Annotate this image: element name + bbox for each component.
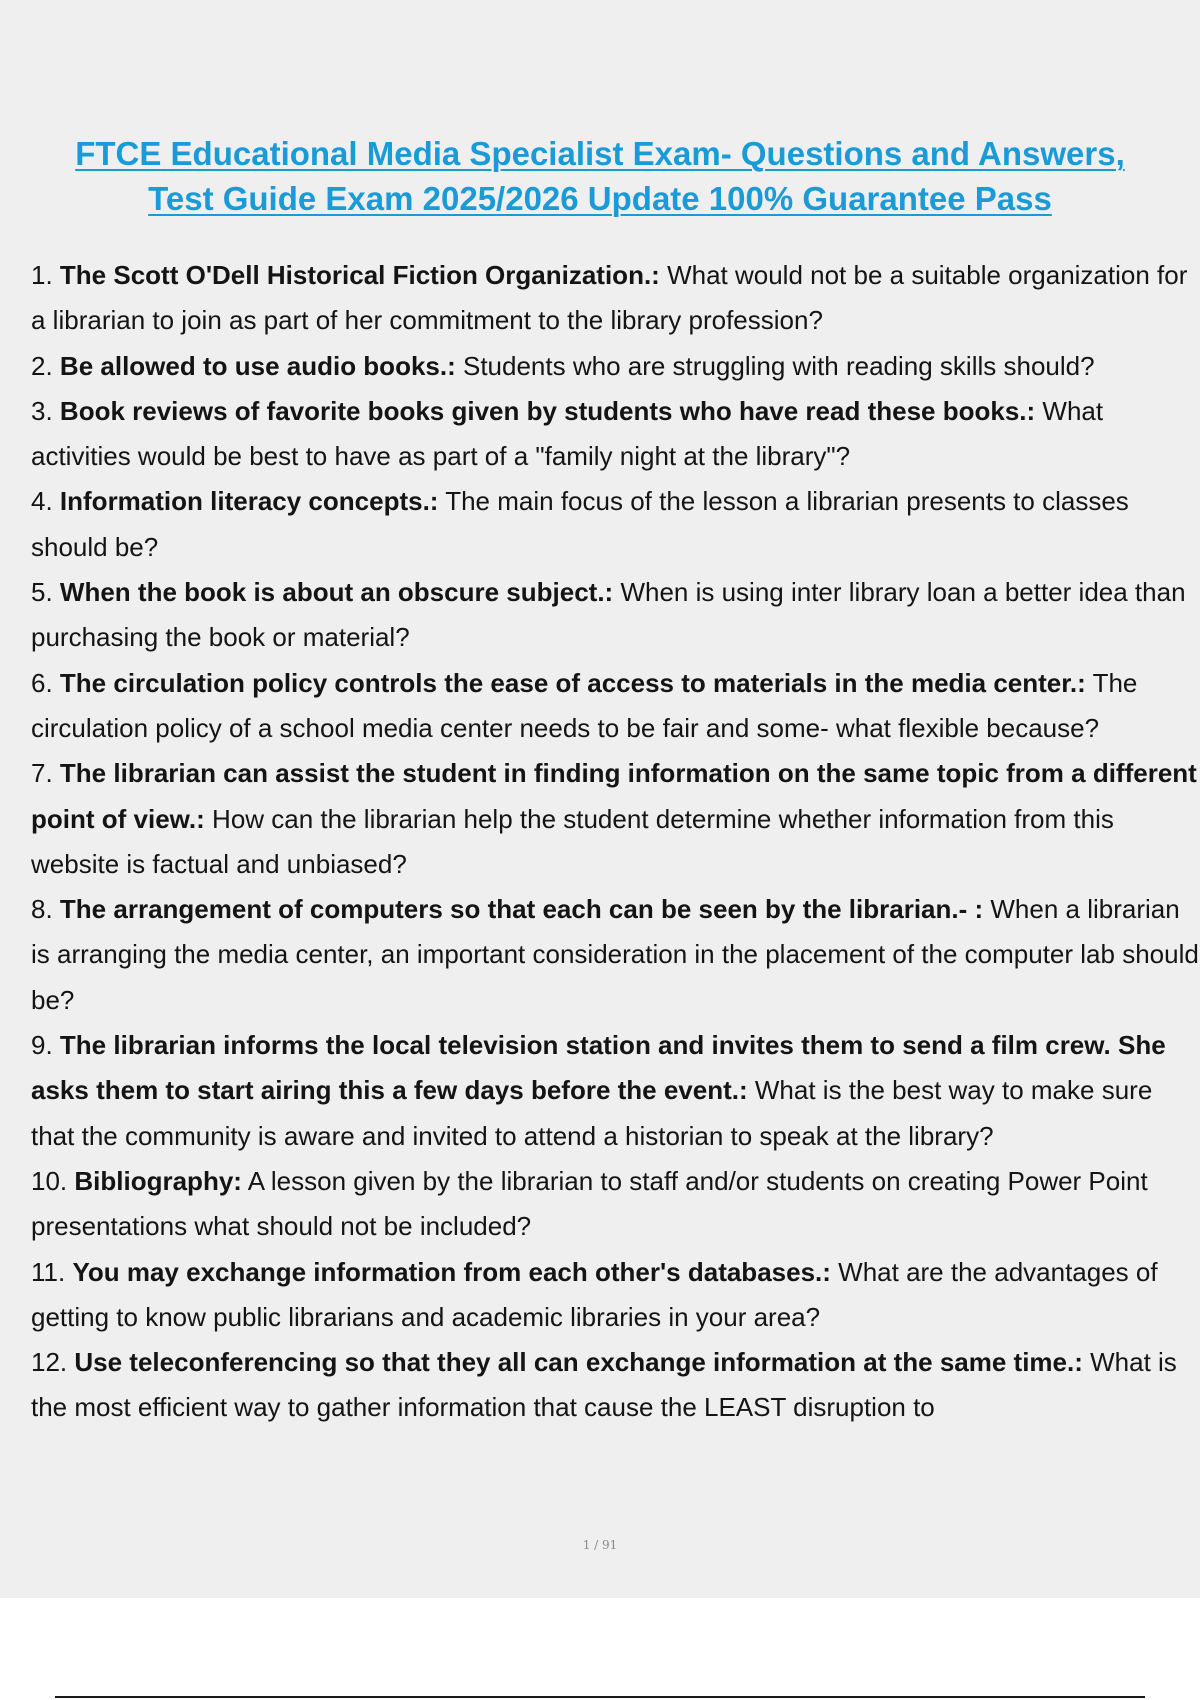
item-number: 7.	[31, 758, 53, 789]
page-divider	[55, 1696, 1145, 1698]
qa-item	[31, 661, 1200, 752]
item-answer: Information literacy concepts.:	[59, 486, 439, 517]
title-line-1: FTCE Educational Media Specialist Exam- Questions and Answers,	[75, 135, 1125, 172]
title-line-2: Test Guide Exam 2025/2026 Update 100% Guarantee Pass	[148, 180, 1052, 217]
item-question: A lesson given by the librarian to staff and/or students on creating Power Point presentations what should not be included?	[31, 1165, 1148, 1242]
item-answer: The librarian can assist the student in finding information on the same topic from a different point of view.:	[31, 758, 1197, 834]
item-number: 5.	[31, 577, 53, 608]
item-answer: Bibliography:	[74, 1165, 242, 1196]
item-answer: The Scott O'Dell Historical Fiction Organization.:	[59, 260, 660, 290]
qa-item	[31, 344, 1200, 389]
item-answer: Use teleconferencing so that they all can exchange information at the same time.:	[74, 1347, 1083, 1378]
item-answer: The arrangement of computers so that each can be seen by the librarian.- :	[59, 894, 984, 925]
qa-item	[31, 1023, 1200, 1159]
item-number: 10.	[31, 1165, 68, 1196]
qa-list	[31, 253, 1200, 1431]
item-number: 2.	[31, 350, 53, 381]
qa-item	[31, 570, 1200, 661]
item-answer: When the book is about an obscure subject.:	[59, 577, 614, 608]
item-number: 9.	[31, 1030, 53, 1061]
item-question: What activities would be best to have as part of a "family night at the library"?	[31, 395, 1104, 472]
item-question: What is the most efficient way to gather information that cause the LEAST disruption to	[31, 1347, 1177, 1423]
item-question: What would not be a suitable organization for a librarian to join as part of her commitment to the library profession?	[31, 260, 1188, 336]
item-question: The circulation policy of a school media center needs to be fair and some- what flexible because?	[31, 667, 1138, 743]
document-title	[0, 131, 1200, 221]
qa-item	[31, 253, 1200, 344]
item-question: What is the best way to make sure that the community is aware and invited to attend a historian to speak at the library?	[31, 1075, 1153, 1151]
item-number: 1.	[31, 260, 53, 290]
item-answer: Be allowed to use audio books.:	[59, 350, 456, 381]
item-question: What are the advantages of getting to know public librarians and academic libraries in your area?	[31, 1256, 1158, 1332]
qa-item	[31, 479, 1200, 570]
item-question: When a librarian is arranging the media center, an important consideration in the placement of the computer lab should be?	[31, 894, 1199, 1015]
page-number: 1 / 91	[582, 1538, 618, 1552]
item-answer: You may exchange information from each other's databases.:	[72, 1256, 831, 1287]
qa-item	[31, 887, 1200, 1023]
item-number: 3.	[31, 395, 53, 426]
item-question: Students who are struggling with reading skills should?	[462, 350, 1095, 381]
item-answer: The librarian informs the local television station and invites them to send a film crew. She asks them to start airing this a few days before the event.:	[31, 1030, 1166, 1106]
item-question: When is using inter library loan a better idea than purchasing the book or material?	[31, 577, 1186, 653]
qa-item	[31, 389, 1200, 480]
qa-item	[31, 751, 1200, 887]
item-question: The main focus of the lesson a librarian presents to classes should be?	[31, 486, 1129, 562]
qa-item	[31, 1159, 1200, 1250]
item-question: How can the librarian help the student determine whether information from this website is factual and unbiased?	[31, 803, 1114, 879]
item-number: 6.	[31, 667, 53, 698]
qa-item	[31, 1340, 1200, 1431]
item-answer: Book reviews of favorite books given by students who have read these books.:	[59, 395, 1036, 426]
item-number: 11.	[31, 1256, 66, 1287]
item-number: 8.	[31, 894, 53, 925]
qa-item	[31, 1250, 1200, 1341]
item-answer: The circulation policy controls the ease of access to materials in the media center.:	[59, 667, 1086, 698]
item-number: 12.	[31, 1347, 68, 1378]
item-number: 4.	[31, 486, 53, 517]
